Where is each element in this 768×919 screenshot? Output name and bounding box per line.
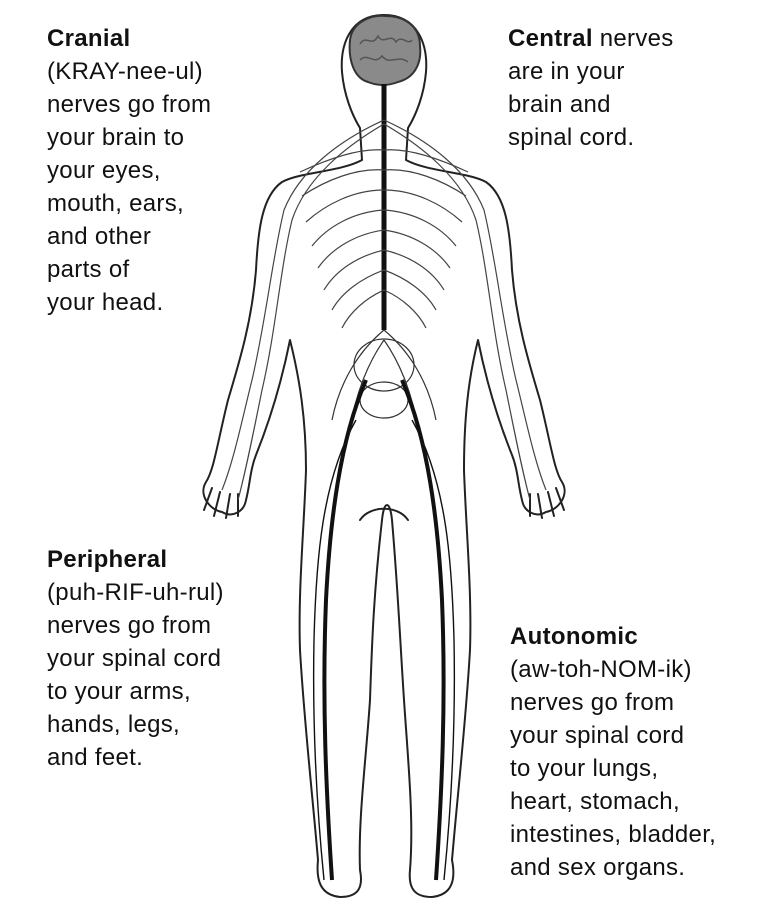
peripheral-line: (puh-RIF-uh-rul) — [47, 579, 224, 606]
cranial-line: (KRAY-nee-ul) — [47, 58, 203, 85]
cranial-line: nerves go from — [47, 91, 212, 118]
autonomic-line: intestines, bladder, — [510, 821, 717, 848]
peripheral-line: your spinal cord — [47, 645, 222, 672]
peripheral-line: and feet. — [47, 744, 144, 771]
cranial-label — [47, 22, 211, 319]
cranial-heading: Cranial — [47, 25, 131, 52]
autonomic-line: to your lungs, — [510, 755, 659, 782]
peripheral-line: to your arms, — [47, 678, 191, 705]
peripheral-line: nerves go from — [47, 612, 212, 639]
autonomic-heading: Autonomic — [510, 623, 639, 650]
cranial-line: your eyes, — [47, 157, 161, 184]
peripheral-line: hands, legs, — [47, 711, 181, 738]
autonomic-line: and sex organs. — [510, 854, 686, 881]
central-line: spinal cord. — [508, 124, 635, 151]
peripheral-heading: Peripheral — [47, 546, 168, 573]
autonomic-line: heart, stomach, — [510, 788, 680, 815]
brain-shape — [350, 16, 421, 85]
central-heading-rest: nerves — [592, 25, 674, 52]
peripheral-label — [47, 543, 224, 774]
central-label — [508, 22, 674, 154]
cranial-line: mouth, ears, — [47, 190, 184, 217]
central-line: brain and — [508, 91, 611, 118]
cranial-line: and other — [47, 223, 152, 250]
autonomic-line: nerves go from — [510, 689, 675, 716]
leg-nerves — [314, 380, 455, 880]
autonomic-line: (aw-toh-NOM-ik) — [510, 656, 692, 683]
autonomic-label — [510, 620, 716, 884]
cranial-line: parts of — [47, 256, 130, 283]
cranial-line: your brain to — [47, 124, 185, 151]
autonomic-line: your spinal cord — [510, 722, 685, 749]
central-line: are in your — [508, 58, 625, 85]
cranial-line: your head. — [47, 289, 164, 316]
central-heading: Central — [508, 25, 593, 52]
lumbar-plexus — [332, 330, 436, 430]
central-first-line — [508, 22, 674, 55]
